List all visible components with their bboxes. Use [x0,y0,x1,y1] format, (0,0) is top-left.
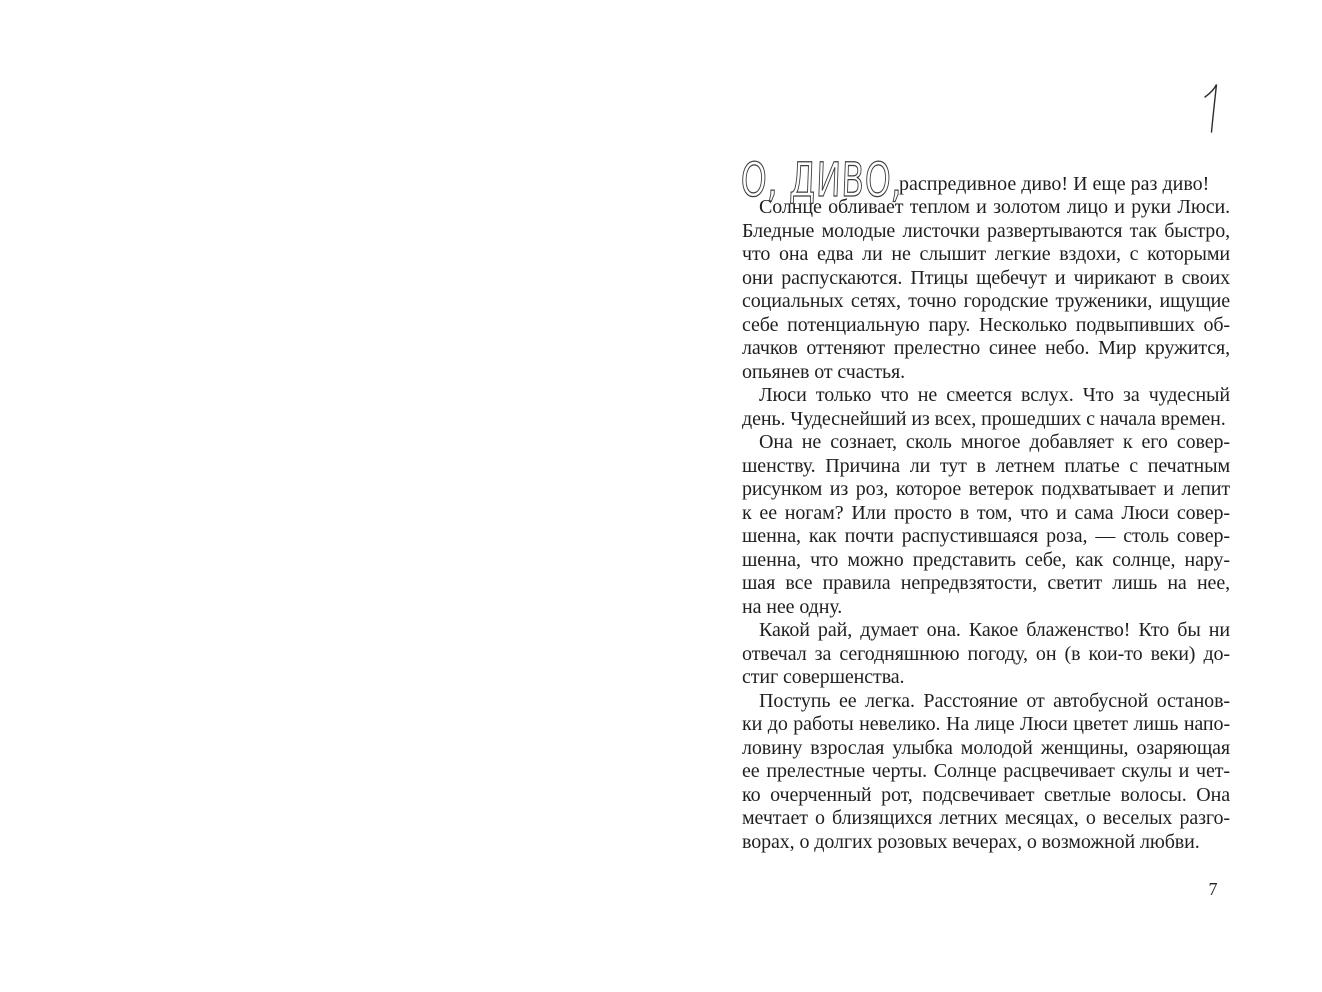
text-line: рисунком из роз, которое ветерок подхватывает и лепит [742,478,1230,500]
text-column [739,150,1230,854]
text-line: шенна, что можно представить себе, как солнце, нару- [742,548,1230,571]
text-line: опьянев от счастья. [742,360,905,383]
paragraph-5 [742,690,1230,855]
page-number: 7 [1208,879,1218,899]
text-line: социальных сетях, точно городские труженики, ищущие [742,290,1230,312]
text-line: ловину взрослая улыбка молодой женщины, озаряющая [742,736,1230,759]
paragraph-3 [742,431,1230,619]
paragraph-4 [742,619,1230,690]
text-line: они распускаются. Птицы щебечут и чирикают в своих [742,266,1230,289]
text-line: Солнце обливает теплом и золотом лицо и руки Люси. [759,196,1230,218]
text-line: шая все правила непредвзятости, светит лишь на нее, [742,572,1230,594]
text-line: лачков оттеняют прелестно синее небо. Мир кружится, [742,337,1230,359]
text-line: себе потенциальную пару. Несколько подвыпивших об- [742,313,1230,336]
paragraph-1 [742,196,1230,384]
text-line: стиг совершенства. [742,666,905,688]
opening-script-text: О, ДИВО, [739,153,904,208]
text-line: Какой рай, думает она. Какое блаженство! Кто бы ни [759,619,1230,641]
opening-after-text: распредивное диво! И еще раз диво! [899,173,1210,195]
text-line: Поступь ее легка. Расстояние от автобусной останов- [759,689,1230,712]
handwritten-one-numeral [1202,83,1224,135]
text-line: к ее ногам? Или просто в том, что и сама Люси совер- [742,501,1230,524]
text-line: ки до работы невелико. На лице Люси цветет лишь напо- [742,713,1230,735]
text-line: что она едва ли не слышит легкие вздохи, с которыми [742,243,1230,265]
text-line: ее прелестные черты. Солнце расцвечивает скулы и чет- [742,760,1230,782]
text-line: шенна, как почти распустившаяся роза, — столь совер- [742,525,1230,547]
text-line: на нее одну. [742,595,843,618]
text-line: ворах, о долгих розовых вечерах, о возможной любви. [742,830,1200,853]
text-line: отвечал за сегодняшнюю погоду, он (в кои-то веки) до- [742,642,1230,665]
text-line: Бледные молодые листочки развертываются так быстро, [742,219,1230,242]
text-line: день. Чудеснейший из всех, прошедших с начала времен. [742,407,1226,430]
text-line: Люси только что не смеется вслух. Что за чудесный [759,384,1230,406]
text-line: мечтает о близящихся летних месяцах, о веселых разго- [742,807,1230,829]
text-line: шенству. Причина ли тут в летнем платье с печатным [742,454,1230,477]
text-line: ко очерченный рот, подсвечивает светлые волосы. Она [742,783,1230,806]
paragraph-2 [742,384,1230,431]
text-line: Она не сознает, сколь многое добавляет к его совер- [759,431,1230,453]
chapter-number [1202,83,1224,135]
